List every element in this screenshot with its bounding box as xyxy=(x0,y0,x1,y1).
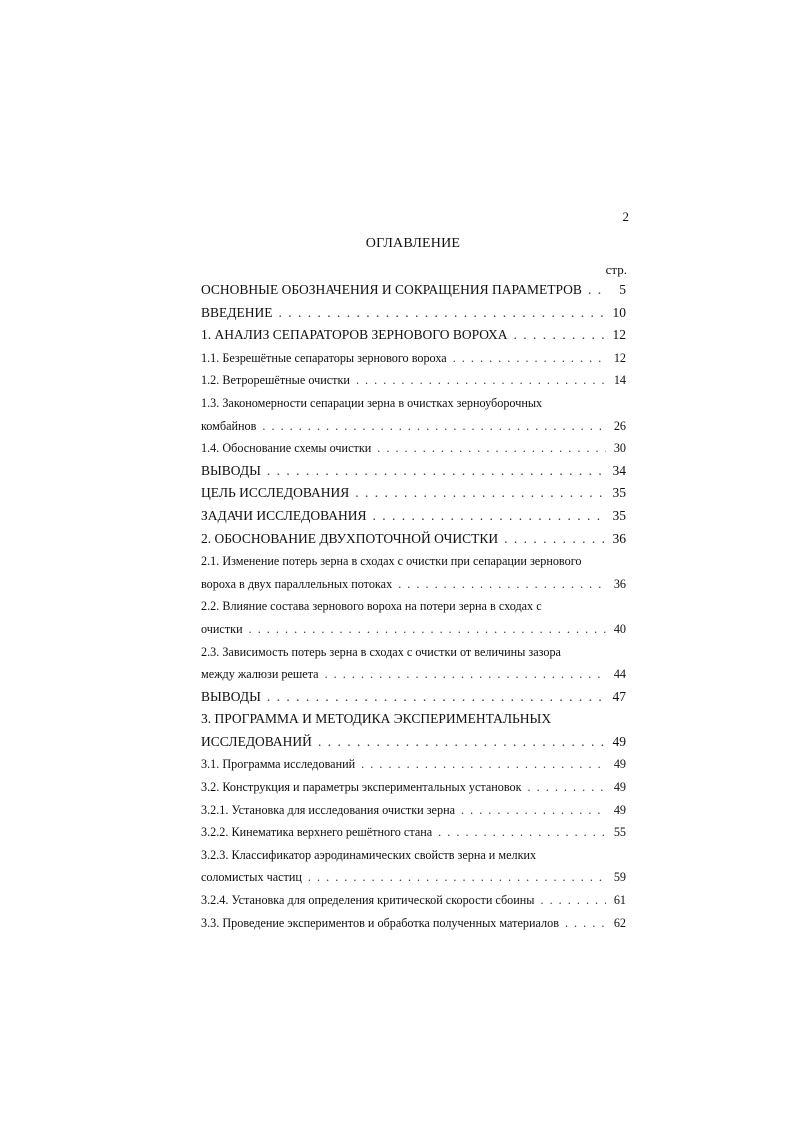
dot-leader xyxy=(308,866,606,889)
toc-entry-page: 35 xyxy=(612,485,626,501)
dot-leader xyxy=(318,731,606,754)
toc-entry xyxy=(201,279,626,302)
toc-entry-page: 49 xyxy=(613,802,626,817)
toc-entry-page: 62 xyxy=(613,915,626,930)
toc-entry xyxy=(201,776,626,799)
toc-entry-page: 26 xyxy=(613,418,626,433)
toc-entry-text: 3.2.2. Кинематика верхнего решётного стана xyxy=(201,825,433,840)
toc-entry-line1 xyxy=(201,392,626,415)
dot-leader xyxy=(461,799,606,822)
toc-entry-line1 xyxy=(201,708,626,731)
dot-leader xyxy=(453,347,606,370)
toc-entry-text: соломистых частиц xyxy=(201,870,302,885)
toc-entry-page: 14 xyxy=(613,373,626,388)
toc-entry xyxy=(201,302,626,325)
toc-entry-text: 3. ПРОГРАММА И МЕТОДИКА ЭКСПЕРИМЕНТАЛЬНЫХ xyxy=(201,711,552,727)
toc-entry-page: 61 xyxy=(613,893,626,908)
toc-entry-page: 36 xyxy=(613,576,626,591)
toc-entry-text: 2.2. Влияние состава зернового вороха на потери зерна в сходах с xyxy=(201,599,542,614)
toc-entry-text: ОСНОВНЫЕ ОБОЗНАЧЕНИЯ И СОКРАЩЕНИЯ ПАРАМЕТРОВ xyxy=(201,282,582,297)
toc-entry-page: 47 xyxy=(612,688,626,704)
toc-entry-page: 59 xyxy=(613,870,626,885)
toc-entry-text: ЦЕЛЬ ИССЛЕДОВАНИЯ xyxy=(201,485,350,501)
toc-entry-line1 xyxy=(201,550,626,573)
toc-entry xyxy=(201,437,626,460)
toc-entry xyxy=(201,369,626,392)
toc-entry xyxy=(201,460,626,483)
dot-leader xyxy=(588,279,606,302)
toc-entry xyxy=(201,573,626,596)
toc-entry-page: 5 xyxy=(619,282,626,297)
page-column-label: стр. xyxy=(605,262,627,277)
toc-entry xyxy=(201,618,626,641)
toc-entry-page: 55 xyxy=(613,825,626,840)
toc-entry xyxy=(201,912,626,935)
toc-entry xyxy=(201,731,626,754)
toc-entry-text: ЗАДАЧИ ИССЛЕДОВАНИЯ xyxy=(201,507,367,523)
toc-entry-text: 3.2.3. Классификатор аэродинамических свойств зерна и мелких xyxy=(201,847,537,862)
toc-entry-text: вороха в двух параллельных потоках xyxy=(201,576,393,591)
toc-entry xyxy=(201,686,626,709)
dot-leader xyxy=(361,753,606,776)
toc-entry-text: ВЫВОДЫ xyxy=(201,462,261,478)
toc-entry-text: 2.3. Зависимость потерь зерна в сходах с очистки от величины зазора xyxy=(201,644,561,659)
table-of-contents xyxy=(201,279,626,934)
toc-entry-text: ВЫВОДЫ xyxy=(201,688,261,704)
toc-entry-page: 44 xyxy=(613,667,626,682)
dot-leader xyxy=(249,618,606,641)
toc-entry-text: ВВЕДЕНИЕ xyxy=(201,304,273,320)
toc-entry-line1 xyxy=(201,844,626,867)
toc-entry xyxy=(201,753,626,776)
toc-entry-text: 2. ОБОСНОВАНИЕ ДВУХПОТОЧНОЙ ОЧИСТКИ xyxy=(201,530,499,546)
dot-leader xyxy=(377,437,606,460)
toc-entry-text: 3.2.1. Установка для исследования очистки зерна xyxy=(201,802,455,817)
dot-leader xyxy=(565,912,606,935)
toc-entry xyxy=(201,415,626,438)
dot-leader xyxy=(398,573,606,596)
dot-leader xyxy=(540,889,606,912)
toc-entry xyxy=(201,528,626,551)
dot-leader xyxy=(267,686,606,709)
toc-entry-page: 34 xyxy=(612,462,626,478)
toc-entry-page: 35 xyxy=(612,507,626,523)
dot-leader xyxy=(514,324,607,347)
toc-entry xyxy=(201,663,626,686)
toc-entry-page: 49 xyxy=(612,733,626,749)
toc-title: ОГЛАВЛЕНИЕ xyxy=(365,236,461,251)
toc-entry-page: 40 xyxy=(613,621,626,636)
toc-entry xyxy=(201,799,626,822)
toc-entry-text: 1.2. Ветрорешётные очистки xyxy=(201,373,350,388)
toc-entry-page: 10 xyxy=(612,304,626,320)
toc-entry xyxy=(201,866,626,889)
toc-entry xyxy=(201,889,626,912)
toc-entry-text: 2.1. Изменение потерь зерна в сходах с очистки при сепарации зернового xyxy=(201,554,582,569)
toc-entry xyxy=(201,505,626,528)
page-number: 2 xyxy=(622,209,629,224)
dot-leader xyxy=(267,460,606,483)
toc-entry-line1 xyxy=(201,641,626,664)
toc-entry-text: очистки xyxy=(201,621,243,636)
dot-leader xyxy=(355,482,606,505)
dot-leader xyxy=(262,415,606,438)
toc-entry-text: комбайнов xyxy=(201,418,257,433)
toc-entry-text: 3.1. Программа исследований xyxy=(201,757,356,772)
dot-leader xyxy=(278,302,606,325)
toc-entry-text: 1. АНАЛИЗ СЕПАРАТОРОВ ЗЕРНОВОГО ВОРОХА xyxy=(201,327,508,343)
toc-entry-page: 36 xyxy=(612,530,626,546)
toc-entry-text: 3.3. Проведение экспериментов и обработка полученных материалов xyxy=(201,915,559,930)
toc-entry-page: 49 xyxy=(613,757,626,772)
dot-leader xyxy=(504,528,606,551)
toc-entry-text: 3.2. Конструкция и параметры экспериментальных установок xyxy=(201,780,522,795)
toc-entry-text: 1.1. Безрешётные сепараторы зернового вороха xyxy=(201,350,447,365)
toc-entry-text: между жалюзи решета xyxy=(201,667,319,682)
dot-leader xyxy=(438,821,606,844)
toc-entry-line1 xyxy=(201,595,626,618)
toc-entry-text: 3.2.4. Установка для определения критической скорости сбоины xyxy=(201,893,535,908)
dot-leader xyxy=(325,663,606,686)
toc-entry-text: 1.4. Обоснование схемы очистки xyxy=(201,441,372,456)
toc-entry-text: 1.3. Закономерности сепарации зерна в очистках зерноуборочных xyxy=(201,395,543,410)
toc-entry-page: 49 xyxy=(613,780,626,795)
toc-entry xyxy=(201,821,626,844)
toc-entry xyxy=(201,347,626,370)
toc-entry-page: 12 xyxy=(612,327,626,343)
toc-entry-text: ИССЛЕДОВАНИЙ xyxy=(201,733,312,749)
dot-leader xyxy=(356,369,606,392)
dot-leader xyxy=(373,505,606,528)
toc-entry-page: 30 xyxy=(613,441,626,456)
toc-entry-page: 12 xyxy=(613,350,626,365)
dot-leader xyxy=(528,776,606,799)
toc-entry xyxy=(201,324,626,347)
toc-entry xyxy=(201,482,626,505)
